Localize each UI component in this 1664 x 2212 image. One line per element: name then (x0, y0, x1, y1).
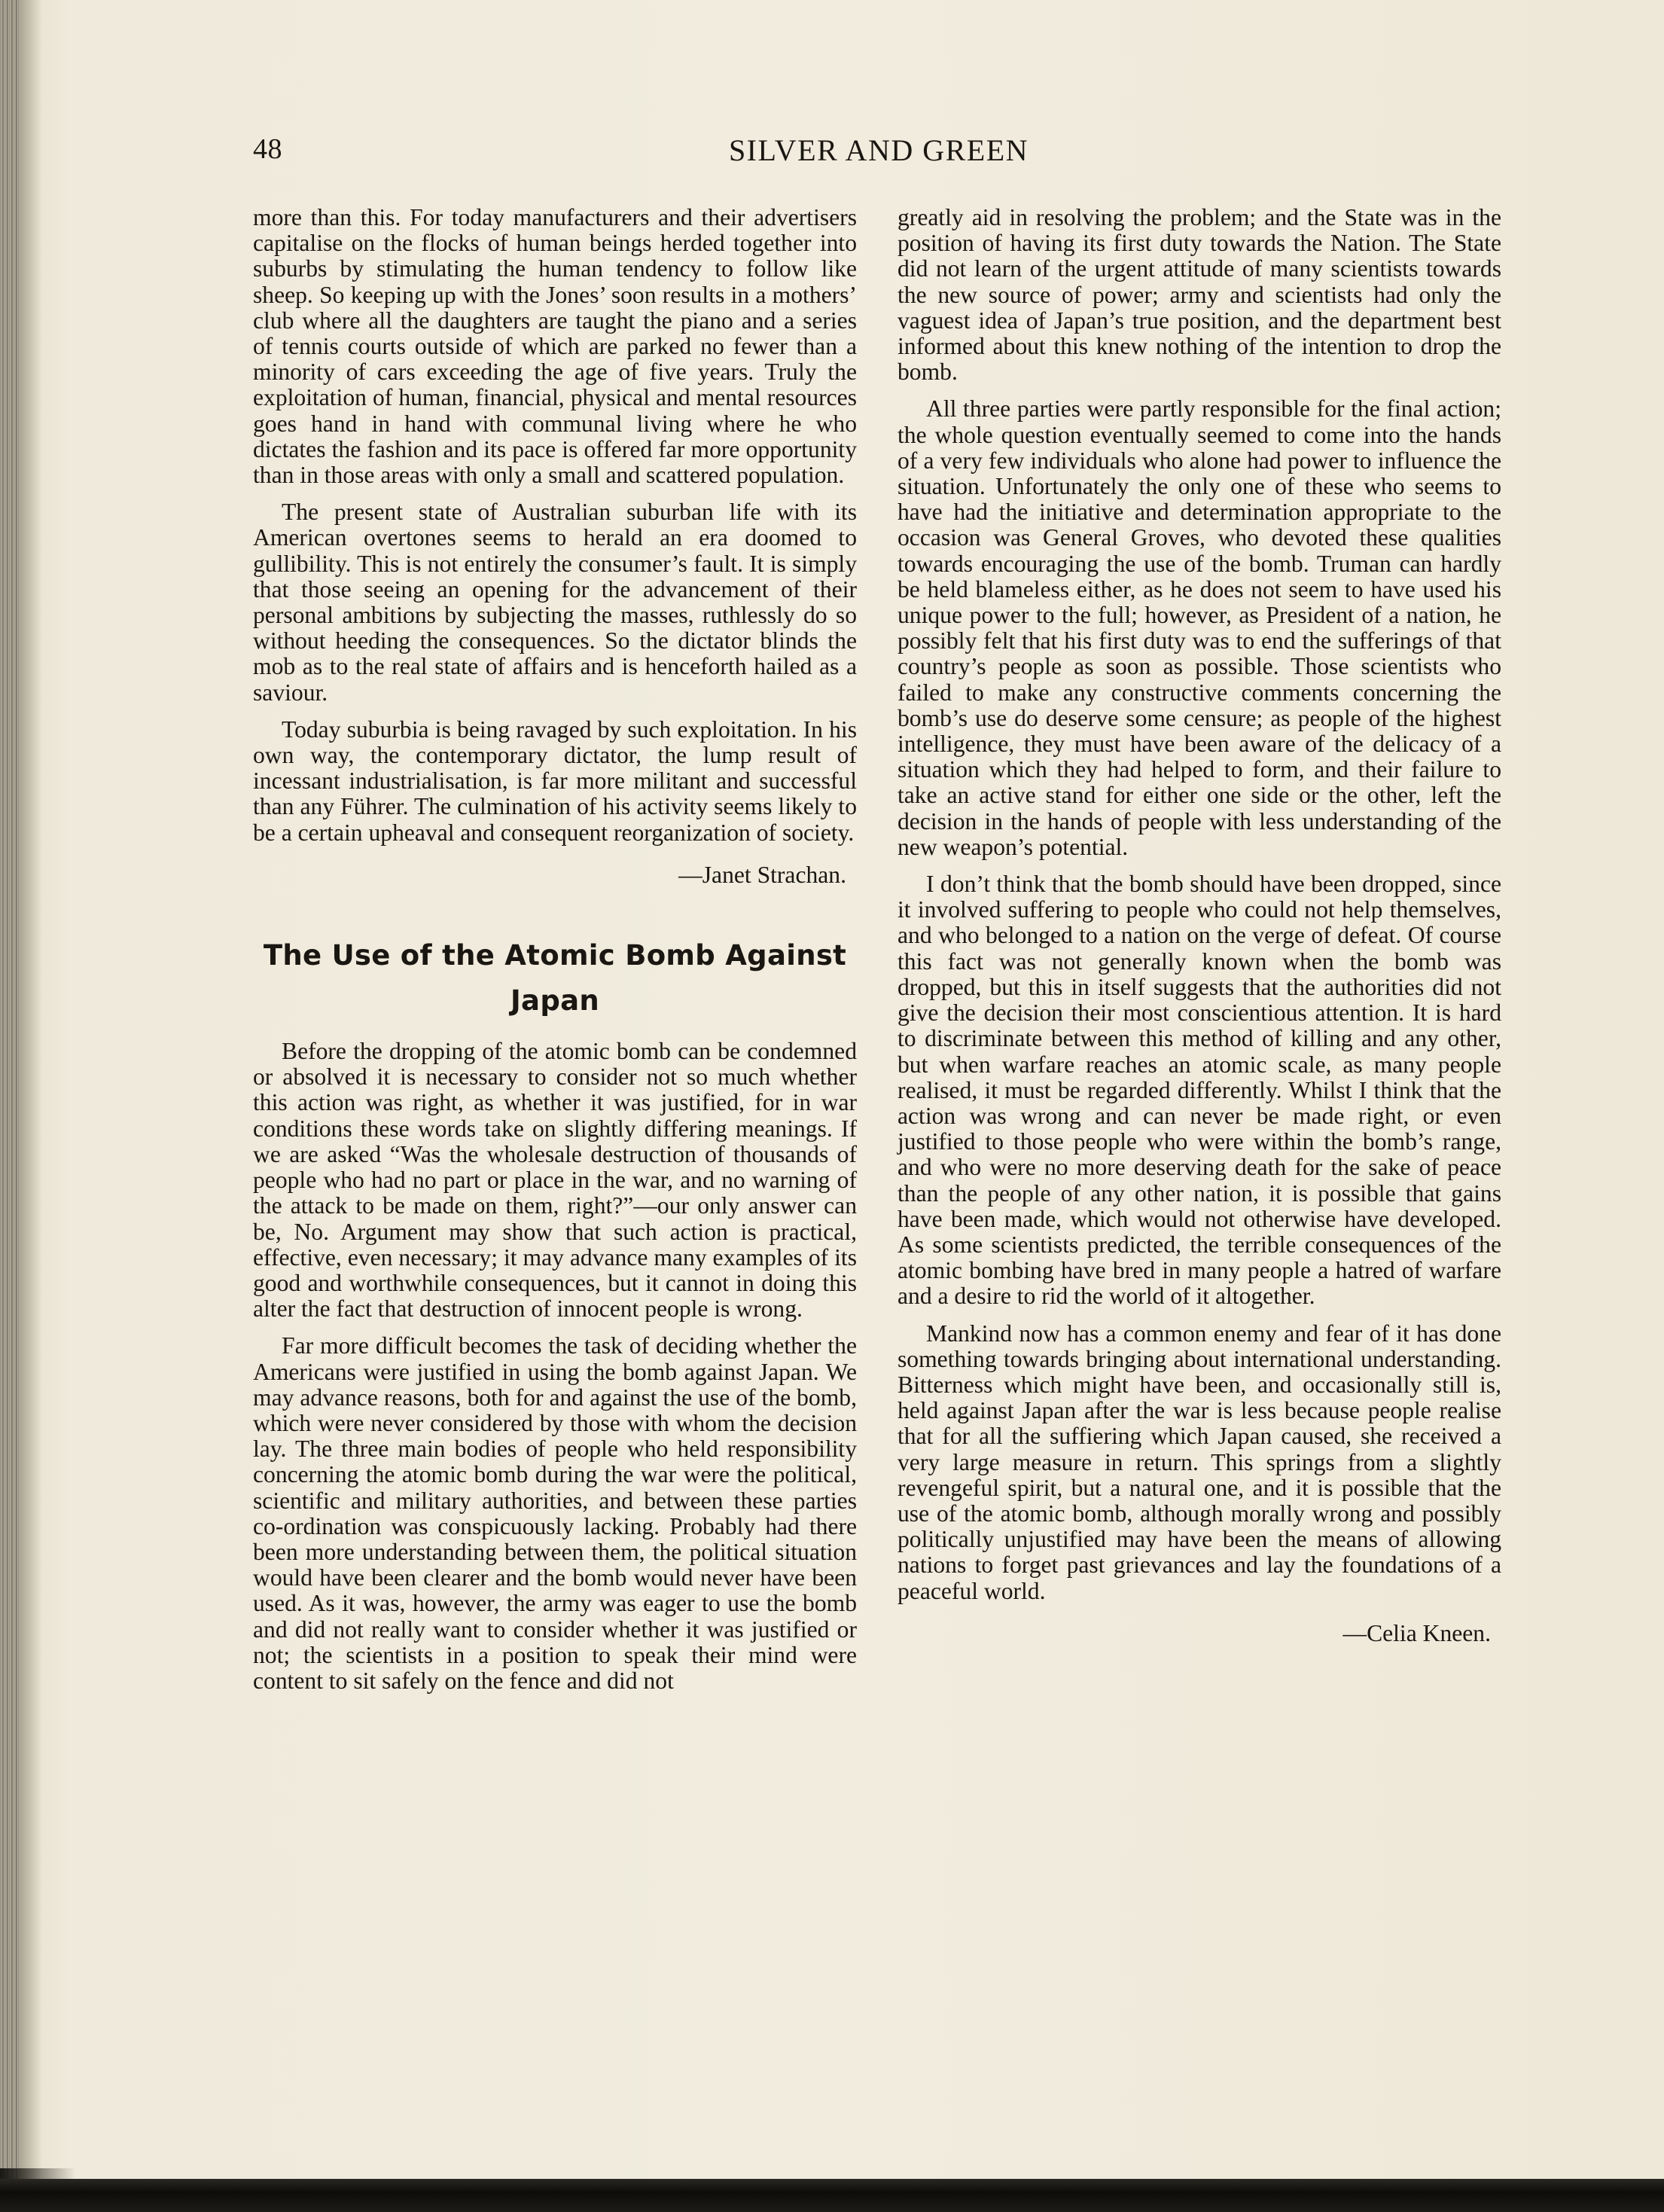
author-signature-celia-kneen: —Celia Kneen. (1342, 1619, 1491, 1646)
paragraph: Before the dropping of the atomic bomb can be condemned or absolved it is necessary to consider not so much whether this action was right, as whether it was justified, for in war conditions these words take on slightly differing meanings. If we are asked “Was the wholesale destruction of thousands of people who had no part or place in the war, and no warning of the attack to be made on them, right?”—our only answer can be, No. Argument may show that such action is practical, effective, even necessary; it may advance many examples of its good and worthwhile consequences, but it cannot in doing this alter the fact that destruction of innocent people is wrong. (253, 1038, 857, 1323)
page-header (253, 133, 1504, 178)
book-spine (0, 0, 20, 2212)
paragraph: The present state of Australian suburban life with its American overtones seems to herald an era doomed to gullibility. This is not entirely the consumer’s fault. It is simply that those seeing an opening for the advancement of their personal ambitions by subjecting the masses, ruthlessly do so without heeding the consequences. So the dictator blinds the mob as to the real state of affairs and is henceforth hailed as a saviour. (253, 499, 857, 706)
paragraph: Today suburbia is being ravaged by such exploitation. In his own way, the contemporary dictator, the lump result of incessant industrialisation, is far more militant and successful than any Führer. The culmination of his activity seems likely to be a certain upheaval and consequent reorganization of society. (253, 715, 857, 846)
page-number: 48 (253, 133, 282, 165)
paragraph: Mankind now has a common enemy and fear of it has done something towards bringing about international understanding. Bitterness which might have been, and occasionally still is, held against Japan after the war is less because people realise that for all the suffiering which Japan caused, she received a very large measure in return. This springs from a slightly revengeful spirit, but a natural one, and it is possible that the use of the atomic bomb, although morally wrong and possibly politically unjustified may have been the means of allowing nations to forget past grievances and lay the foundations of a peaceful world. (898, 1320, 1501, 1604)
spine-shadow (20, 0, 42, 2212)
article-title: The Use of the Atomic Bomb Against Japan (263, 939, 847, 1018)
right-column (898, 205, 1501, 1692)
author-signature-janet-strachan: —Janet Strachan. (678, 861, 846, 888)
left-column (253, 205, 857, 1705)
paragraph: greatly aid in resolving the problem; and the State was in the position of having its first duty towards the Nation. The State did not learn of the urgent attitude of many scientists towards the new source of power; army and scientists had only the vaguest idea of Japan’s true position, and the department best informed about this knew nothing of the intention to drop the bomb. (898, 204, 1501, 386)
paragraph: more than this. For today manufacturers and their advertisers capitalise on the flocks of human beings herded together into suburbs by stimulating the human tendency to follow like sheep. So keeping up with the Jones’ soon results in a mothers’ club where all the daughters are taught the piano and a series of tennis courts outside of which are parked no fewer than a minority of cars exceeding the age of five years. Truly the exploitation of human, financial, physical and mental resources goes hand in hand with communal living where he who dictates the fashion and its pace is offered far more opportunity than in those areas with only a small and scattered population. (253, 204, 857, 489)
paragraph: I don’t think that the bomb should have been dropped, since it involved suffering to people who could not help themselves, and who belonged to a nation on the verge of defeat. Of course this fact was not generally known when the bomb was dropped, but this in itself suggests that the authorities did not give the decision their most conscientious attention. It is hard to discriminate between this method of killing and any other, but when warfare reaches an atomic scale, as many people realised, it must be regarded differently. Whilst I think that the action was wrong and can never be made right, or even justified to those people who were within the bomb’s range, and who were no more deserving death for the sake of peace than the people of any other nation, it is possible that gains have been made, which would not otherwise have developed. As some scientists predicted, the terrible consequences of the atomic bombing have bred in many people a hatred of warfare and a desire to rid the world of it altogether. (898, 871, 1501, 1310)
page-bottom-edge (0, 2179, 1664, 2212)
paragraph: All three parties were partly responsible for the final action; the whole question eventually seemed to come into the hands of a very few individuals who alone had power to influence the situation. Unfortunately the only one of these who seems to have had the initiative and determination appropriate to the occasion was General Groves, who devoted these qualities towards encouraging the use of the bomb. Truman can hardly be held blameless either, as he does not seem to have used his unique power to the full; however, as President of a nation, he possibly felt that his first duty was to end the sufferings of that country’s people as soon as possible. Those scientists who failed to make any constructive comments concerning the bomb’s use do deserve some censure; as people of the highest intelligence, they must have been aware of the delicacy of a situation which they had helped to form, and their failure to take an active stand for either one side or the other, left the decision in the hands of people with less understanding of the new weapon’s potential. (898, 395, 1501, 860)
running-title: SILVER AND GREEN (728, 133, 1029, 167)
paragraph: Far more difficult becomes the task of deciding whether the Americans were justified in using the bomb against Japan. We may advance reasons, both for and against the use of the bomb, which were never considered by those with whom the decision lay. The three main bodies of people who held responsibility concerning the atomic bomb during the war were the political, scientific and military authorities, and between these parties co-ordination was conspicuously lacking. Probably had there been more understanding between them, the political situation would have been clearer and the bomb would never have been used. As it was, however, the army was eager to use the bomb and did not really want to consider whether it was justified or not; the scientists in a position to speak their mind were content to sit safely on the fence and did not (253, 1332, 857, 1694)
